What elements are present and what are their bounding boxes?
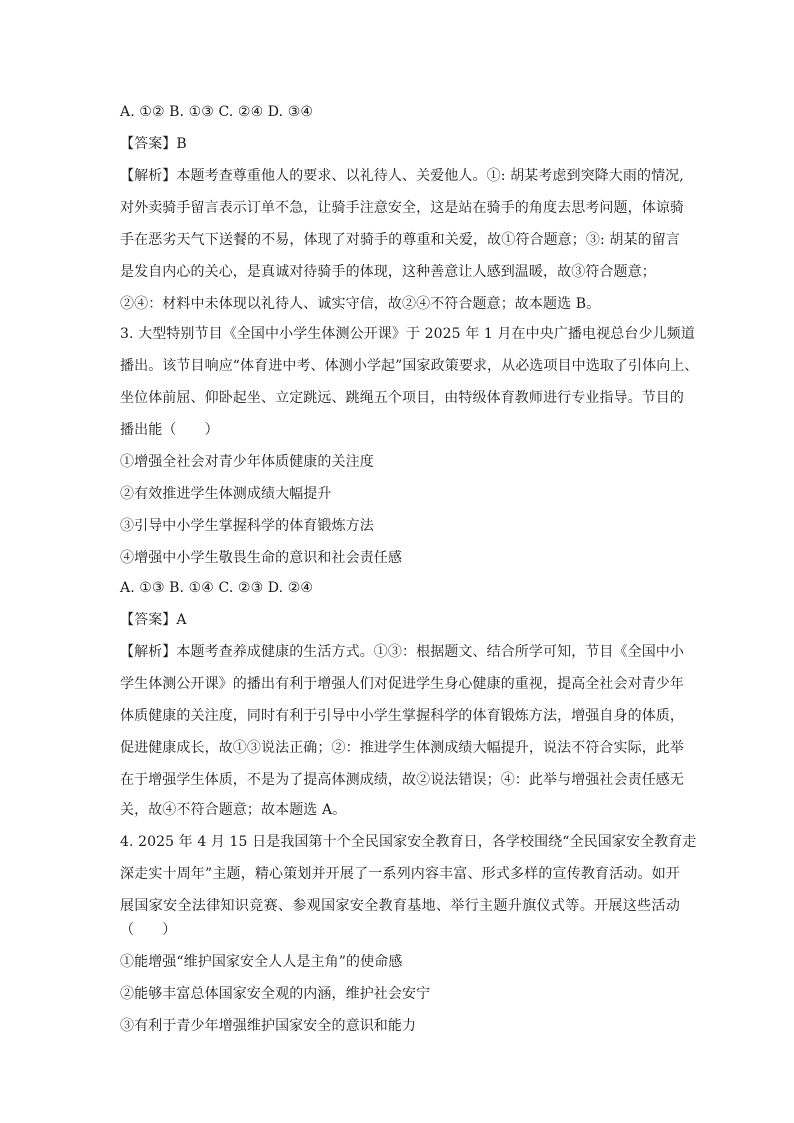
q3-explanation-line: 学生体测公开课》的播出有利于增强人们对促进学生身心健康的重视，提高全社会对青少年 xyxy=(120,676,684,692)
q3-answer: 【答案】A xyxy=(120,612,187,628)
q4-stem-line: 4. 2025 年 4 月 15 日是我国第十个全民国家安全教育日，各学校围绕“全民国家安全教育走 xyxy=(120,834,697,850)
q4-statement: ①能增强“维护国家安全人人是主角”的使命感 xyxy=(120,954,403,970)
q3-explanation-line: 【解析】本题考查养成健康的生活方式。①③：根据题文、结合所学可知，节目《全国中小 xyxy=(120,644,684,660)
q2-answer: 【答案】B xyxy=(120,136,187,152)
q2-explanation-line: 对外卖骑手留言表示订单不急，让骑手注意安全，这是站在骑手的角度去思考问题，体谅骑 xyxy=(120,200,684,216)
q4-statement: ③有利于青少年增强维护国家安全的意识和能力 xyxy=(120,1018,417,1034)
q2-explanation-line: 手在恶劣天气下送餐的不易，体现了对骑手的尊重和关爱，故①符合题意；③: 胡某的留言 xyxy=(120,232,680,248)
q3-statement: ④增强中小学生敬畏生命的意识和社会责任感 xyxy=(120,550,402,566)
q3-statement: ①增强全社会对青少年体质健康的关注度 xyxy=(120,454,374,470)
q2-explanation-line: 【解析】本题考查尊重他人的要求、以礼待人、关爱他人。①: 胡某考虑到突降大雨的情况, xyxy=(120,168,684,184)
q4-stem-line: 深走实十周年”主题，精心策划并开展了一系列内容丰富、形式多样的宣传教育活动。如开 xyxy=(120,866,680,882)
q3-options: A. ①③ B. ①④ C. ②③ D. ②④ xyxy=(120,580,313,596)
q3-explanation-line: 关，故④不符合题意；故本题选 A。 xyxy=(120,802,347,818)
q3-statement: ②有效推进学生体测成绩大幅提升 xyxy=(120,486,332,502)
q3-statement: ③引导中小学生掌握科学的体育锻炼方法 xyxy=(120,518,374,534)
q3-explanation-line: 促进健康成长，故①③说法正确；②：推进学生体测成绩大幅提升，说法不符合实际，此举 xyxy=(120,740,684,756)
q4-statement: ②能够丰富总体国家安全观的内涵，维护社会安宁 xyxy=(120,986,431,1002)
q3-stem-line: 播出能（ ） xyxy=(120,422,219,438)
q3-explanation-line: 在于增强学生体质，不是为了提高体测成绩，故②说法错误；④：此举与增强社会责任感无 xyxy=(120,772,684,788)
q2-options: A. ①② B. ①③ C. ②④ D. ③④ xyxy=(120,104,313,120)
q2-explanation-line: 是发自内心的关心，是真诚对待骑手的体现，这种善意让人感到温暖，故③符合题意； xyxy=(120,264,656,280)
q4-stem-line: （ ） xyxy=(120,922,177,938)
q3-stem-line: 3. 大型特别节目《全国中小学生体测公开课》于 2025 年 1 月在中央广播电视总台少儿频道 xyxy=(120,326,695,342)
q2-explanation-line: ②④：材料中未体现以礼待人、诚实守信，故②④不符合题意；故本题选 B。 xyxy=(120,296,601,312)
q3-stem-line: 坐位体前屈、仰卧起坐、立定跳远、跳绳五个项目，由特级体育教师进行专业指导。节目的 xyxy=(120,390,684,406)
q3-explanation-line: 体质健康的关注度，同时有利于引导中小学生掌握科学的体育锻炼方法，增强自身的体质， xyxy=(120,708,684,724)
q3-stem-line: 播出。该节目响应“体育进中考、体测小学起”国家政策要求，从必选项目中选取了引体向上、 xyxy=(120,358,699,374)
q4-stem-line: 展国家安全法律知识竞赛、参观国家安全教育基地、举行主题升旗仪式等。开展这些活动 xyxy=(120,898,680,914)
